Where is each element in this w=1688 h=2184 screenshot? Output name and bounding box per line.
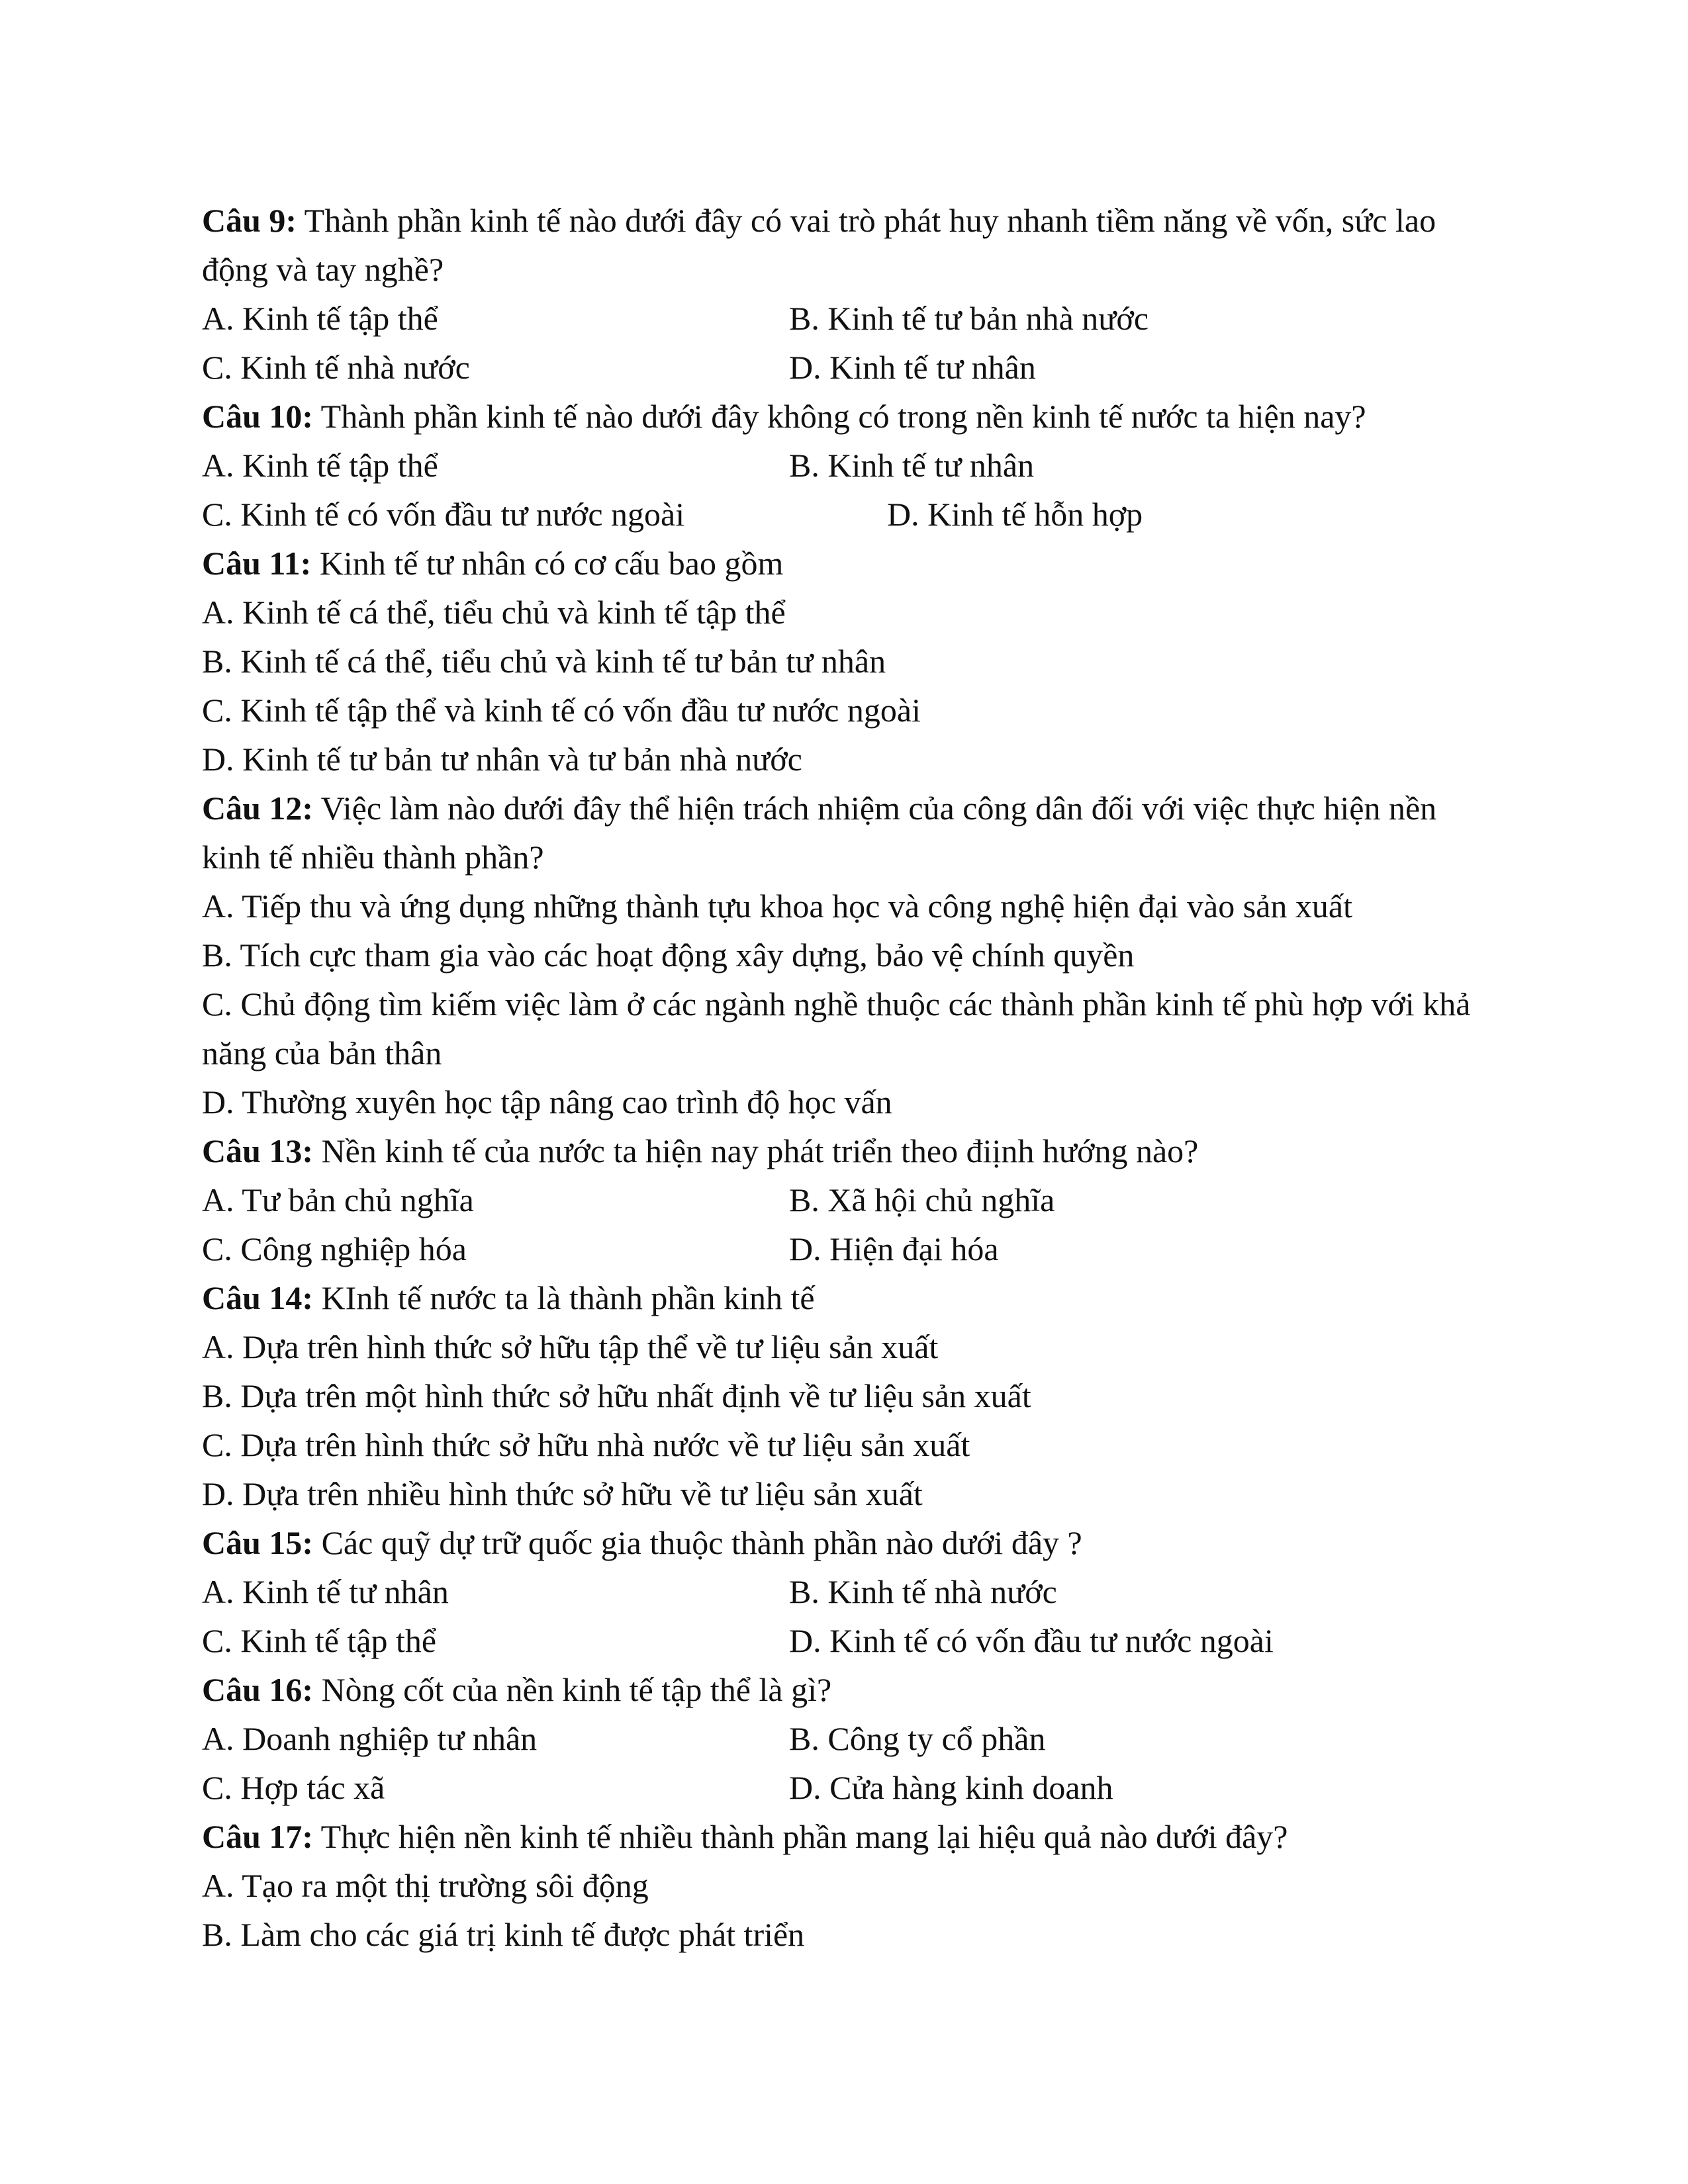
option-a: A. Kinh tế cá thể, tiểu chủ và kinh tế tập thể (202, 594, 786, 631)
option-b: B. Kinh tế tư nhân (789, 447, 1035, 484)
question-number: Câu 13: (202, 1132, 314, 1169)
option-d: D. Dựa trên nhiều hình thức sở hữu về tư liệu sản xuất (202, 1475, 923, 1512)
question-number: Câu 15: (202, 1524, 314, 1561)
option-b: B. Tích cực tham gia vào các hoạt động xây dựng, bảo vệ chính quyền (202, 936, 1135, 974)
question-text: Thực hiện nền kinh tế nhiều thành phần mang lại hiệu quả nào dưới đây? (313, 1818, 1288, 1855)
question-13 (202, 1126, 1489, 1175)
option-row (202, 343, 1489, 392)
option-c: C. Chủ động tìm kiếm việc làm ở các ngành nghề thuộc các thành phần kinh tế phù hợp với khả năng của bản thân (202, 985, 1471, 1071)
option-row (202, 1224, 1489, 1273)
option-b: B. Kinh tế nhà nước (789, 1573, 1057, 1610)
option-b: B. Kinh tế tư bản nhà nước (789, 300, 1149, 337)
option-row (202, 1175, 1489, 1224)
option-row (202, 441, 1489, 490)
option-b: B. Xã hội chủ nghĩa (789, 1181, 1055, 1218)
question-15 (202, 1518, 1489, 1567)
option-c: C. Hợp tác xã (202, 1769, 385, 1806)
question-text: Nòng cốt của nền kinh tế tập thể là gì? (313, 1671, 832, 1708)
question-10 (202, 392, 1489, 441)
question-text: Thành phần kinh tế nào dưới đây có vai trò phát huy nhanh tiềm năng về vốn, sức lao động và tay nghề? (202, 202, 1436, 288)
question-number: Câu 14: (202, 1279, 314, 1316)
option-b: B. Kinh tế cá thể, tiểu chủ và kinh tế tư bản tư nhân (202, 643, 886, 680)
question-number: Câu 9: (202, 202, 297, 239)
option-d: D. Hiện đại hóa (789, 1230, 999, 1267)
option-c: C. Dựa trên hình thức sở hữu nhà nước về tư liệu sản xuất (202, 1426, 970, 1463)
option-a: A. Tư bản chủ nghĩa (202, 1181, 474, 1218)
question-9 (202, 196, 1489, 294)
option-c: C. Kinh tế tập thể và kinh tế có vốn đầu tư nước ngoài (202, 692, 921, 729)
option-row (202, 294, 1489, 343)
option-c: C. Kinh tế tập thể (202, 1622, 437, 1659)
option-row (202, 1567, 1489, 1616)
question-17 (202, 1812, 1489, 1861)
question-text: Thành phần kinh tế nào dưới đây không có trong nền kinh tế nước ta hiện nay? (313, 398, 1366, 435)
question-text: Nền kinh tế của nước ta hiện nay phát triển theo điịnh hướng nào? (313, 1132, 1199, 1169)
question-16 (202, 1665, 1489, 1714)
question-text: Việc làm nào dưới đây thể hiện trách nhiệm của công dân đối với việc thực hiện nền kinh tế nhiều thành phần? (202, 790, 1437, 876)
option-d: D. Kinh tế hỗn hợp (887, 496, 1143, 533)
option-row (202, 1763, 1489, 1812)
option-b: B. Công ty cổ phần (789, 1720, 1046, 1757)
option-c: C. Kinh tế có vốn đầu tư nước ngoài (202, 496, 685, 533)
option-a: A. Kinh tế tập thể (202, 300, 438, 337)
option-d: D. Kinh tế tư nhân (789, 349, 1036, 386)
option-row (202, 1616, 1489, 1665)
question-number: Câu 17: (202, 1818, 314, 1855)
question-12 (202, 784, 1489, 882)
document-page (202, 196, 1489, 1959)
option-a: A. Kinh tế tư nhân (202, 1573, 449, 1610)
option-a: A. Kinh tế tập thể (202, 447, 438, 484)
option-b: B. Dựa trên một hình thức sở hữu nhất định về tư liệu sản xuất (202, 1377, 1031, 1414)
option-a: A. Doanh nghiệp tư nhân (202, 1720, 538, 1757)
option-a: A. Tạo ra một thị trường sôi động (202, 1867, 649, 1904)
option-d: D. Kinh tế có vốn đầu tư nước ngoài (789, 1622, 1274, 1659)
question-text: KInh tế nước ta là thành phần kinh tế (313, 1279, 815, 1316)
question-number: Câu 16: (202, 1671, 314, 1708)
question-text: Kinh tế tư nhân có cơ cấu bao gồm (311, 545, 784, 582)
option-d: D. Cửa hàng kinh doanh (789, 1769, 1113, 1806)
question-11 (202, 539, 1489, 588)
question-14 (202, 1273, 1489, 1322)
question-number: Câu 12: (202, 790, 314, 827)
option-b: B. Làm cho các giá trị kinh tế được phát triển (202, 1916, 805, 1953)
option-c: C. Kinh tế nhà nước (202, 349, 470, 386)
question-number: Câu 11: (202, 545, 312, 582)
option-row (202, 490, 1489, 539)
option-a: A. Dựa trên hình thức sở hữu tập thể về tư liệu sản xuất (202, 1328, 939, 1365)
question-text: Các quỹ dự trữ quốc gia thuộc thành phần nào dưới đây ? (313, 1524, 1082, 1561)
option-a: A. Tiếp thu và ứng dụng những thành tựu khoa học và công nghệ hiện đại vào sản xuất (202, 887, 1352, 925)
option-row (202, 1714, 1489, 1763)
option-d: D. Thường xuyên học tập nâng cao trình độ học vấn (202, 1083, 892, 1120)
question-number: Câu 10: (202, 398, 314, 435)
option-c: C. Công nghiệp hóa (202, 1230, 467, 1267)
option-d: D. Kinh tế tư bản tư nhân và tư bản nhà nước (202, 741, 802, 778)
